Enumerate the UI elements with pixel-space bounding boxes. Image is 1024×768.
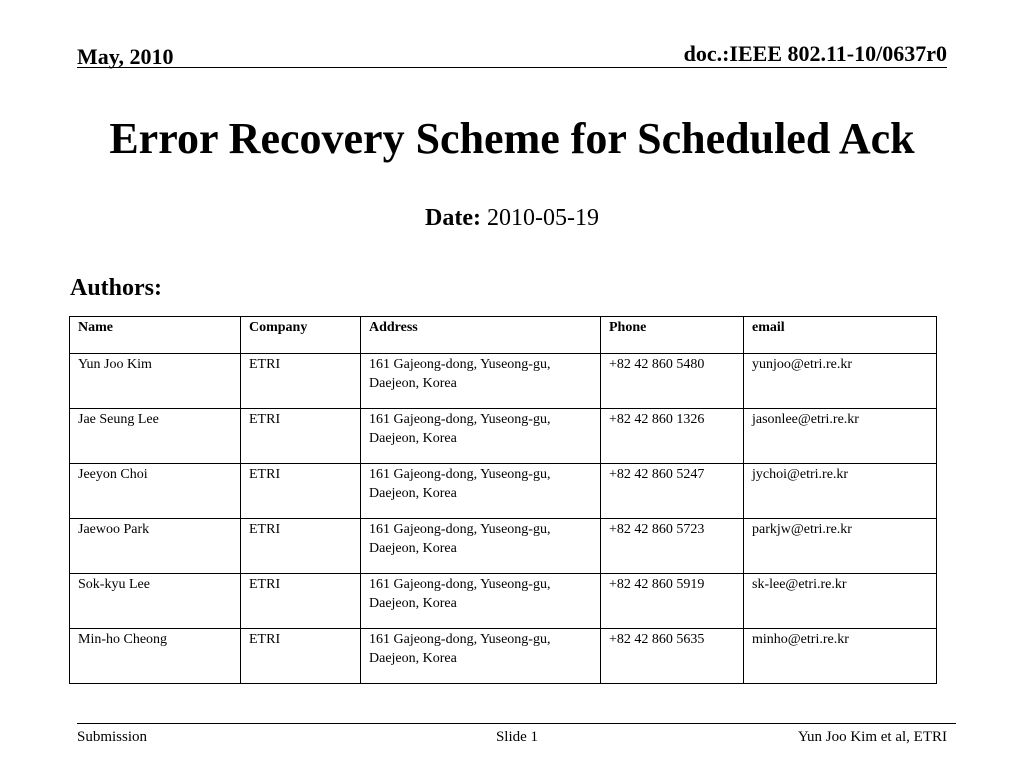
cell-company: ETRI bbox=[241, 464, 361, 519]
cell-company: ETRI bbox=[241, 629, 361, 684]
cell-name: Min-ho Cheong bbox=[70, 629, 241, 684]
footer-author: Yun Joo Kim et al, ETRI bbox=[797, 729, 947, 745]
header-date: May, 2010 bbox=[77, 44, 174, 69]
cell-phone: +82 42 860 5723 bbox=[601, 519, 744, 574]
table-row bbox=[70, 629, 937, 684]
date-label: Date: bbox=[425, 205, 481, 231]
cell-phone: +82 42 860 1326 bbox=[601, 409, 744, 464]
cell-phone: +82 42 860 5635 bbox=[601, 629, 744, 684]
cell-name: Jaewoo Park bbox=[70, 519, 241, 574]
cell-company: ETRI bbox=[241, 354, 361, 409]
slide-title: Error Recovery Scheme for Scheduled Ack bbox=[109, 114, 915, 163]
cell-phone: +82 42 860 5919 bbox=[601, 574, 744, 629]
table-header-row bbox=[70, 317, 937, 354]
table-row bbox=[70, 354, 937, 409]
column-header-email: email bbox=[744, 317, 937, 354]
column-header-phone: Phone bbox=[601, 317, 744, 354]
authors-label: Authors: bbox=[70, 275, 163, 301]
cell-company: ETRI bbox=[241, 519, 361, 574]
date-line bbox=[0, 203, 1024, 233]
authors-table bbox=[69, 316, 937, 684]
table-row bbox=[70, 519, 937, 574]
cell-email: jasonlee@etri.re.kr bbox=[744, 409, 937, 464]
cell-address: 161 Gajeong-dong, Yuseong-gu, Daejeon, Korea bbox=[361, 464, 601, 519]
column-header-name: Name bbox=[70, 317, 241, 354]
cell-email: yunjoo@etri.re.kr bbox=[744, 354, 937, 409]
header-doc-id: doc.:IEEE 802.11-10/0637r0 bbox=[683, 41, 947, 66]
table-row bbox=[70, 409, 937, 464]
header-rule bbox=[77, 67, 947, 68]
cell-email: parkjw@etri.re.kr bbox=[744, 519, 937, 574]
cell-address: 161 Gajeong-dong, Yuseong-gu, Daejeon, Korea bbox=[361, 574, 601, 629]
cell-company: ETRI bbox=[241, 409, 361, 464]
cell-company: ETRI bbox=[241, 574, 361, 629]
cell-address: 161 Gajeong-dong, Yuseong-gu, Daejeon, Korea bbox=[361, 409, 601, 464]
date-value: 2010-05-19 bbox=[486, 205, 599, 231]
table-row bbox=[70, 464, 937, 519]
cell-email: sk-lee@etri.re.kr bbox=[744, 574, 937, 629]
column-header-company: Company bbox=[241, 317, 361, 354]
footer-rule bbox=[77, 723, 956, 724]
column-header-address: Address bbox=[361, 317, 601, 354]
cell-name: Sok-kyu Lee bbox=[70, 574, 241, 629]
table-row bbox=[70, 574, 937, 629]
cell-address: 161 Gajeong-dong, Yuseong-gu, Daejeon, Korea bbox=[361, 519, 601, 574]
cell-address: 161 Gajeong-dong, Yuseong-gu, Daejeon, Korea bbox=[361, 629, 601, 684]
cell-phone: +82 42 860 5480 bbox=[601, 354, 744, 409]
cell-name: Yun Joo Kim bbox=[70, 354, 241, 409]
cell-name: Jeeyon Choi bbox=[70, 464, 241, 519]
cell-phone: +82 42 860 5247 bbox=[601, 464, 744, 519]
cell-address: 161 Gajeong-dong, Yuseong-gu, Daejeon, Korea bbox=[361, 354, 601, 409]
cell-email: minho@etri.re.kr bbox=[744, 629, 937, 684]
footer-submission: Submission bbox=[77, 729, 148, 745]
cell-email: jychoi@etri.re.kr bbox=[744, 464, 937, 519]
cell-name: Jae Seung Lee bbox=[70, 409, 241, 464]
footer-slide-number: Slide 1 bbox=[495, 729, 539, 745]
